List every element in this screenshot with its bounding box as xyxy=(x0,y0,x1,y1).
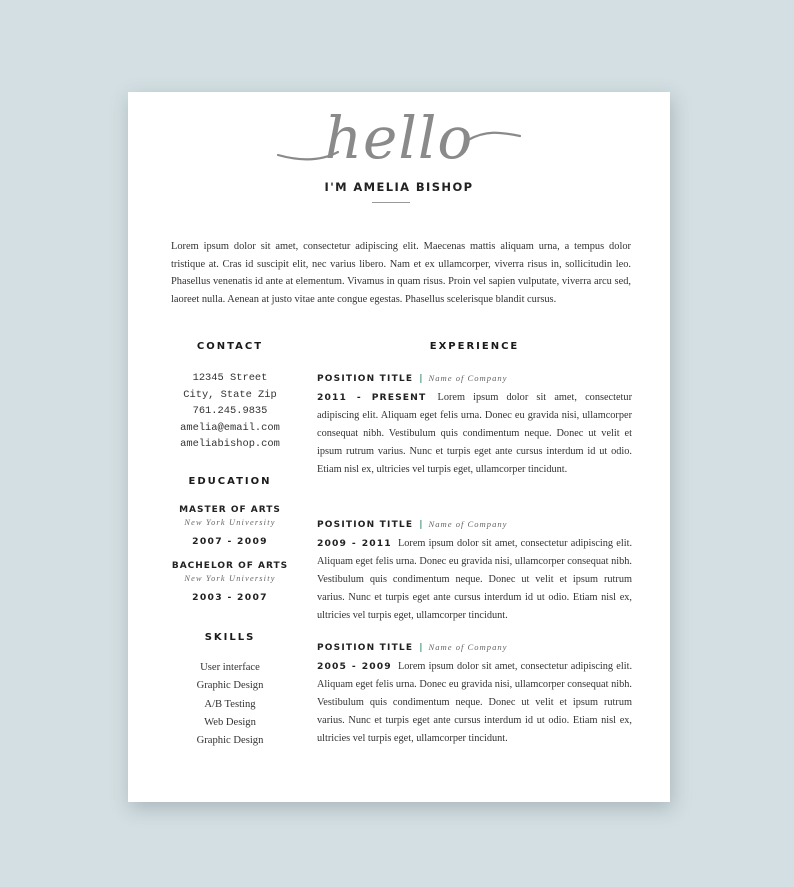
skill-item: Graphic Design xyxy=(196,735,264,747)
education-years: 2003 - 2007 xyxy=(192,592,268,603)
job-title: POSITION TITLE xyxy=(317,520,414,530)
skills-list xyxy=(158,659,302,750)
job-divider-bar: | xyxy=(419,374,423,384)
education-item xyxy=(158,561,302,603)
job-description xyxy=(317,389,632,479)
job-title: POSITION TITLE xyxy=(317,374,414,384)
education-heading: EDUCATION xyxy=(188,476,272,487)
job-header xyxy=(317,642,632,653)
education-degree: MASTER OF ARTS xyxy=(179,505,281,515)
contact-heading: CONTACT xyxy=(196,341,264,352)
hello-script-title xyxy=(128,100,670,170)
job-description xyxy=(317,535,632,625)
skill-item: Graphic Design xyxy=(196,680,264,692)
job-years: 2011 - PRESENT xyxy=(317,392,427,403)
contact-phone[interactable]: 761.245.9835 xyxy=(192,405,268,417)
contact-email[interactable]: amelia@email.com xyxy=(180,421,280,434)
job-text: Lorem ipsum dolor sit amet, consectetur adipiscing elit. Aliquam eget felis urna. Donec eu gravida nisi, ullamcorper consequat nibh. Vestibulum quis condimentum neque. Donec ut velit et ipsum rutrum varius. Nunc et turpis eget ante cursus interdum id ut odio. Etiam nisl ex, ultricies vel turpis eget, ullamcorper tincidunt. xyxy=(317,392,632,475)
resume-name: I'M AMELIA BISHOP xyxy=(324,180,474,194)
job-header xyxy=(317,519,632,530)
contact-street: 12345 Street xyxy=(192,372,268,384)
skill-item: A/B Testing xyxy=(204,698,256,710)
name-divider xyxy=(372,202,410,203)
job-text: Lorem ipsum dolor sit amet, consectetur adipiscing elit. Aliquam eget felis urna. Donec eu gravida nisi, ullamcorper consequat nibh. Vestibulum quis condimentum neque. Donec ut velit et ipsum rutrum varius. Nunc et turpis eget ante cursus interdum id ut odio. Etiam nisl ex, ultricies vel turpis eget, ullamcorper tincidunt. xyxy=(317,661,633,744)
job-entry xyxy=(317,519,632,625)
job-company: Name of Company xyxy=(428,642,508,652)
skill-item: Web Design xyxy=(204,716,256,728)
skill-item: User interface xyxy=(200,662,260,673)
job-company: Name of Company xyxy=(428,519,508,529)
job-divider-bar: | xyxy=(419,520,423,530)
education-item xyxy=(158,505,302,547)
intro-paragraph: Lorem ipsum dolor sit amet, consectetur adipiscing elit. Maecenas mattis aliquam urna, a tempus dolor tristique at. Cras id suscipit elit, nec varius libero. Nam et ex ullamcorper, viverra risus in, sollicitudin leo. Phasellus venenatis id ante at elementum. Vivamus in quam risus. Proin vel sapien vulputate, viverra arcu sed, laoreet nulla. Aenean at justo vitae ante congue egestas. Phasellus scelerisque blandit cursus. xyxy=(171,241,631,305)
job-header xyxy=(317,373,632,384)
job-company: Name of Company xyxy=(428,373,508,383)
experience-heading: EXPERIENCE xyxy=(429,341,520,352)
job-years: 2009 - 2011 xyxy=(317,538,392,549)
contact-details xyxy=(158,370,302,453)
job-entry xyxy=(317,373,632,479)
skills-heading: SKILLS xyxy=(204,632,256,643)
education-degree: BACHELOR OF ARTS xyxy=(171,561,289,571)
job-title: POSITION TITLE xyxy=(317,643,414,653)
job-years: 2005 - 2009 xyxy=(317,661,392,672)
education-school: New York University xyxy=(184,518,276,527)
script-word: hello xyxy=(324,104,474,170)
education-years: 2007 - 2009 xyxy=(192,536,268,547)
resume-page xyxy=(128,92,670,802)
education-school: New York University xyxy=(184,574,276,583)
job-description xyxy=(317,658,632,748)
script-flourish-right xyxy=(468,133,520,140)
job-entry xyxy=(317,642,632,748)
contact-website[interactable]: ameliabishop.com xyxy=(180,438,280,450)
job-text: Lorem ipsum dolor sit amet, consectetur adipiscing elit. Aliquam eget felis urna. Donec eu gravida nisi, ullamcorper consequat nibh. Vestibulum quis condimentum neque. Donec ut velit et ipsum rutrum varius. Nunc et turpis eget ante cursus interdum id ut odio. Etiam nisl ex, ultricies vel turpis eget, ullamcorper tincidunt. xyxy=(317,538,633,621)
job-divider-bar: | xyxy=(419,643,423,653)
contact-city: City, State Zip xyxy=(183,388,277,401)
